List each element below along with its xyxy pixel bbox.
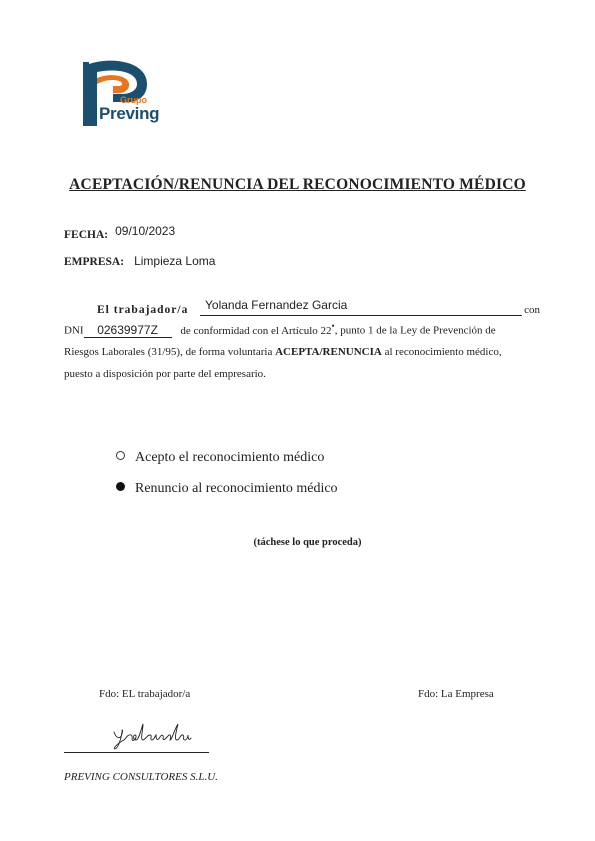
footer-company: PREVING CONSULTORES S.L.U. [64,771,218,783]
worker-label: El trabajador/a [97,304,189,316]
fecha-value[interactable]: 09/10/2023 [115,224,176,238]
dni-field[interactable]: 02639977Z [84,323,172,338]
acepta-renuncia-text: ACEPTA/RENUNCIA [275,346,382,358]
preving-logo [73,58,165,130]
logo-grupo-text: Grupo [120,95,147,105]
worker-line [64,298,539,320]
radio-empty-icon[interactable] [116,451,125,460]
fecha-label: FECHA: [64,229,109,241]
document-title: ACEPTACIÓN/RENUNCIA DEL RECONOCIMIENTO MÉDICO [69,176,526,193]
empresa-row [64,252,215,270]
worker-signature-drawing [112,718,192,752]
radio-filled-icon[interactable] [116,482,125,491]
logo-preving-text: Preving [99,104,160,123]
worker-signature-label: Fdo: EL trabajador/a [99,688,191,700]
reconocimiento-text: al reconocimiento médico, [381,346,502,358]
law-text: Riesgos Laborales (31/95), de forma voluntaria [64,346,276,358]
option-acepto-label: Acepto el reconocimiento médico [135,450,325,465]
article-superscript: • [331,321,335,331]
option-renuncio-label: Renuncio al reconocimiento médico [135,481,338,496]
company-signature-label: Fdo: La Empresa [418,688,494,700]
con-text: con [524,304,540,316]
option-renuncio[interactable] [116,481,338,497]
worker-name-field[interactable] [200,298,522,316]
law-line [64,342,544,364]
signature-line [64,752,209,753]
dni-line [64,321,544,338]
worker-name-value: Yolanda Fernandez Garcia [205,298,348,312]
conformidad-text: de conformidad con el Artículo 22 [180,324,332,337]
empresa-label: EMPRESA: [64,256,125,268]
fecha-row [64,225,175,243]
instruction-text: (táchese lo que proceda) [253,537,362,548]
disposicion-line: puesto a disposición por parte del empresario. [64,368,266,380]
option-acepto[interactable] [116,450,324,466]
dni-label: DNI [64,324,84,337]
punto-text: , punto 1 de la Ley de Prevención de [334,324,496,337]
empresa-value[interactable]: Limpieza Loma [134,254,216,268]
